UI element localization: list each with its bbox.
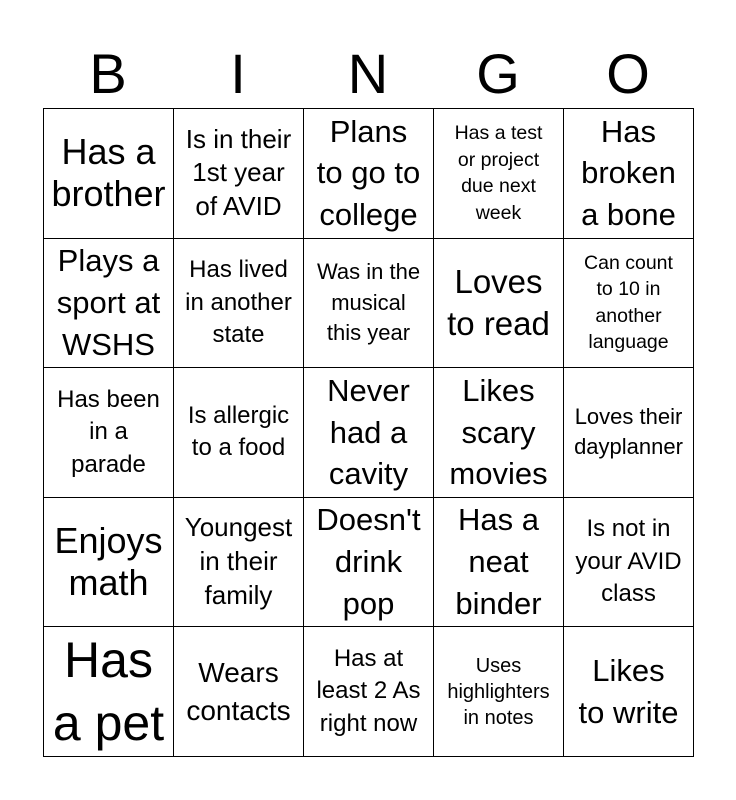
bingo-cell-r4-c0[interactable] — [43, 626, 173, 756]
cell-label: Has been in a parade — [57, 385, 160, 478]
cell-label: Loves their dayplanner — [574, 404, 683, 460]
cell-label: Wears contacts — [186, 656, 291, 726]
bingo-board — [43, 108, 694, 757]
bingo-cell-r0-c3[interactable] — [433, 108, 563, 238]
cell-label: Is in their 1st year of AVID — [185, 123, 292, 222]
cell-label: Can count to 10 in another language — [584, 251, 673, 354]
bingo-cell-r2-c2[interactable] — [303, 367, 433, 497]
cell-label: Youngest in their family — [184, 512, 293, 610]
bingo-cell-r1-c0[interactable] — [43, 238, 173, 368]
bingo-cell-r0-c2[interactable] — [303, 108, 433, 238]
header-letter-i: I — [230, 42, 246, 105]
bingo-cell-r4-c1[interactable] — [173, 626, 303, 756]
cell-label: Is allergic to a food — [187, 402, 290, 462]
cell-label: Uses highlighters in notes — [447, 654, 550, 729]
bingo-cell-r2-c1[interactable] — [173, 367, 303, 497]
bingo-cell-r1-c2[interactable] — [303, 238, 433, 368]
bingo-cell-r4-c2[interactable] — [303, 626, 433, 756]
header-letter-b: B — [89, 42, 127, 105]
bingo-cell-r1-c1[interactable] — [173, 238, 303, 368]
bingo-cell-r3-c3[interactable] — [433, 497, 563, 627]
cell-label: Has a test or project due next week — [454, 122, 543, 224]
bingo-cell-r2-c0[interactable] — [43, 367, 173, 497]
cell-label: Likes scary movies — [449, 372, 548, 492]
bingo-cell-r2-c3[interactable] — [433, 367, 563, 497]
bingo-cell-r3-c2[interactable] — [303, 497, 433, 627]
header-letter-g: G — [476, 42, 520, 105]
cell-label: Has a neat binder — [455, 502, 542, 621]
cell-label: Was in the musical this year — [316, 259, 421, 346]
bingo-cell-r1-c3[interactable] — [433, 238, 563, 368]
cell-label: Plans to go to college — [316, 113, 421, 233]
cell-label: Has a brother — [51, 131, 166, 215]
cell-label: Plays a sport at WSHS — [56, 243, 161, 362]
bingo-cell-r3-c1[interactable] — [173, 497, 303, 627]
bingo-cell-r0-c0[interactable] — [43, 108, 173, 238]
cell-label: Has at least 2 As right now — [316, 645, 421, 737]
bingo-cell-r2-c4[interactable] — [563, 367, 693, 497]
bingo-cell-r1-c4[interactable] — [563, 238, 693, 368]
cell-label: Enjoys math — [54, 519, 163, 604]
cell-label: Has lived in another state — [185, 256, 292, 349]
cell-label: Likes to write — [578, 652, 679, 730]
bingo-cell-r3-c4[interactable] — [563, 497, 693, 627]
cell-label: Has broken a bone — [581, 113, 676, 233]
bingo-cell-r4-c3[interactable] — [433, 626, 563, 756]
cell-label: Never had a cavity — [327, 372, 410, 492]
bingo-cell-r0-c4[interactable] — [563, 108, 693, 238]
cell-label: Doesn't drink pop — [316, 502, 421, 621]
bingo-header — [43, 40, 693, 108]
header-letter-n: N — [347, 42, 389, 105]
bingo-cell-r0-c1[interactable] — [173, 108, 303, 238]
bingo-cell-r4-c4[interactable] — [563, 626, 693, 756]
cell-label: Is not in your AVID class — [575, 515, 682, 608]
bingo-cell-r3-c0[interactable] — [43, 497, 173, 627]
header-letter-o: O — [606, 42, 650, 105]
cell-label: Has a pet — [52, 632, 165, 751]
cell-label: Loves to read — [447, 262, 550, 342]
